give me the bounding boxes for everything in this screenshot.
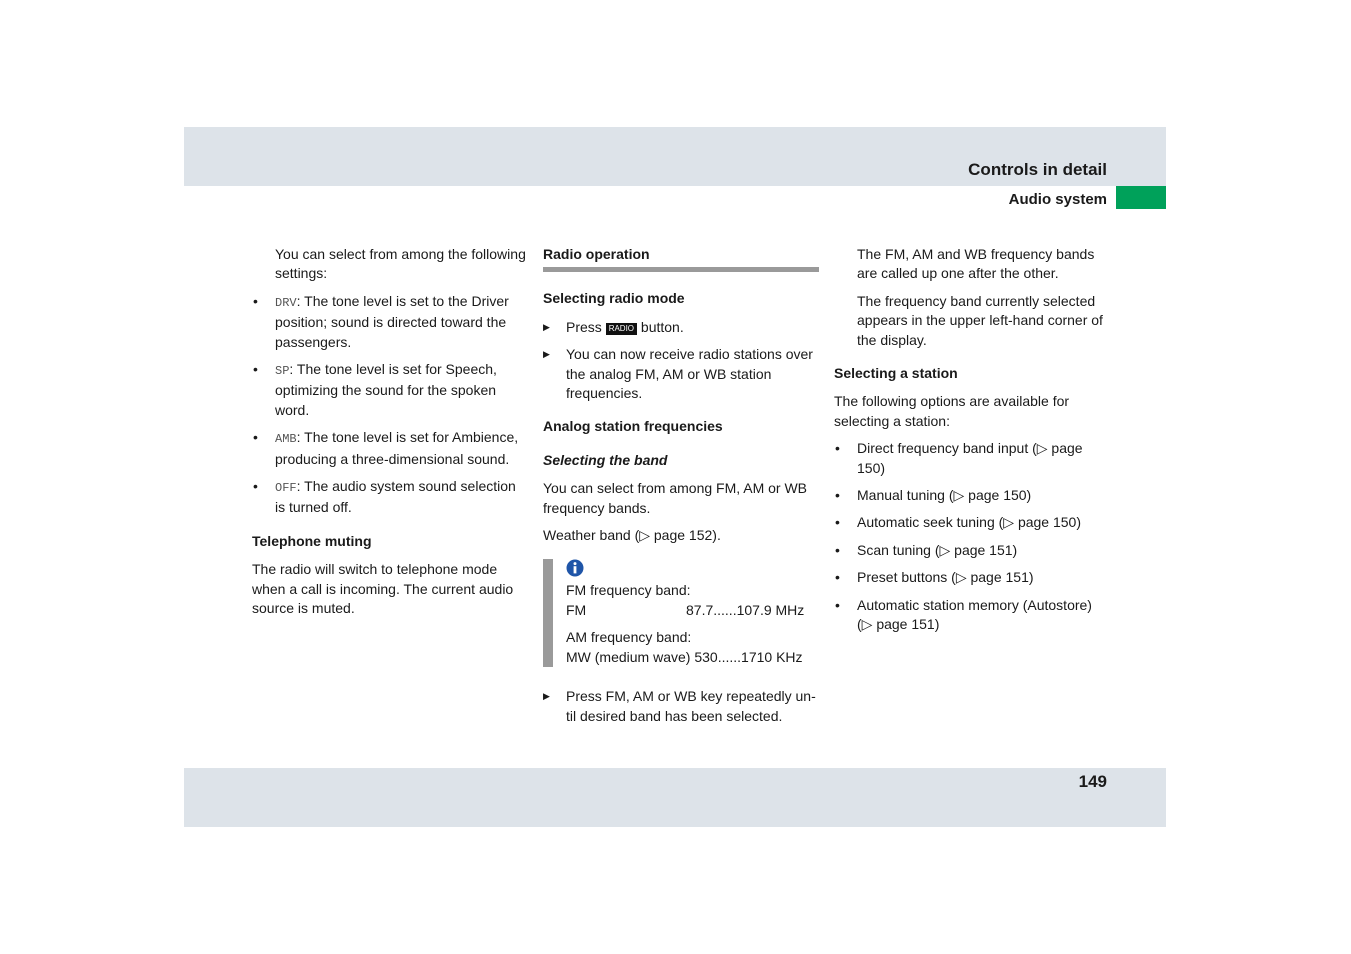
setting-text: : The audio system sound selection is turned off. [275,478,516,516]
list-item: • Manual tuning (▷ page 150) [834,486,1109,505]
band-steps [543,687,819,726]
column-middle [543,245,819,734]
list-item: • Automatic seek tuning (▷ page 150) [834,513,1109,532]
footer-band [184,768,1166,827]
setting-code: SP [275,364,290,379]
setting-text: : The tone level is set for Speech, optimizing the sound for the spoken word. [275,361,497,418]
setting-code: OFF [275,481,297,496]
fm-value: 87.7......107.9 MHz [686,601,805,618]
info-bar [543,559,553,667]
analog-frequencies-heading: Analog station frequencies [543,418,723,435]
list-item: ▶ You can now receive radio stations over the analog FM, AM or WB station frequencies. [543,345,819,403]
list-item: • Automatic station memory (Autostore) (▷ page 151) [834,596,1109,635]
section-tab-marker [1116,186,1166,209]
settings-intro: You can select from among the following settings: [275,246,526,282]
weather-band-text: Weather band (▷ page 152). [543,527,721,544]
am-band-info [566,628,819,667]
setting-text: : The tone level is set to the Driver position; sound is directed toward the passengers. [275,292,509,350]
list-item [252,428,527,469]
telephone-muting-heading: Telephone muting [252,532,372,549]
station-intro: The following options are available for selecting a station: [834,393,1070,429]
radio-key: RADIO [606,323,637,335]
column-left [252,245,527,627]
radio-mode-steps [543,318,819,404]
list-item [543,318,819,337]
page-number: 149 [1078,772,1107,791]
list-item [252,292,527,352]
setting-text: : The tone level is set for Ambience, producing a three-dimensional sound. [275,429,519,467]
station-options-list [834,439,1109,634]
bands-order-text: The FM, AM and WB frequency bands are called up one after the other. [857,246,1095,282]
setting-code: DRV [275,295,297,310]
step-text: Press [566,318,602,335]
list-item: ▶ Press FM, AM or WB key repeatedly un-til desired band has been selected. [543,687,819,726]
fm-label: FM [566,601,587,618]
column-right [834,245,1109,643]
fm-title: FM frequency band: [566,582,691,599]
setting-code: AMB [275,432,297,447]
radio-mode-heading: Selecting radio mode [543,290,685,307]
info-box [543,559,819,667]
am-line: MW (medium wave) 530......1710 KHz [566,648,803,665]
info-icon [566,559,584,577]
settings-list [252,292,527,518]
telephone-muting-text: The radio will switch to telephone mode when a call is incoming. The current audio source is muted. [252,561,514,617]
selecting-station-heading: Selecting a station [834,365,958,382]
step-text: button. [640,318,684,335]
radio-operation-heading: Radio operation [543,245,819,272]
current-band-text: The frequency band currently selected appears in the upper left-hand corner of the display. [857,292,1103,348]
selecting-band-heading: Selecting the band [543,451,668,468]
chapter-title: Controls in detail [968,160,1107,179]
section-title: Audio system [1008,191,1107,208]
list-item [252,360,527,420]
band-text: You can select from among FM, AM or WB frequency bands. [543,480,808,516]
am-title: AM frequency band: [566,629,692,646]
list-item: • Scan tuning (▷ page 151) [834,541,1109,560]
list-item [252,477,527,518]
list-item: • Direct frequency band input (▷ page 150) [834,439,1109,478]
list-item: • Preset buttons (▷ page 151) [834,568,1109,587]
fm-band-info [566,581,819,620]
